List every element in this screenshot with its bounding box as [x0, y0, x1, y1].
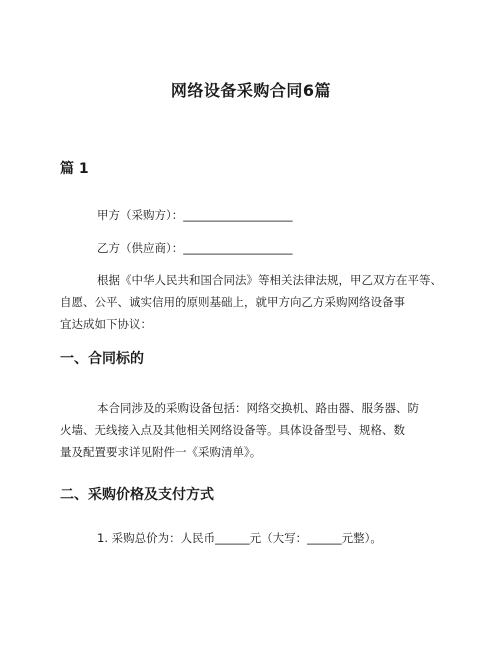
party-a-line: 甲方（采购方）：___________________ — [97, 208, 293, 222]
section-1-line-2: 火墙、无线接入点及其他相关网络设备等。具体设备型号、规格、数 — [60, 423, 405, 437]
preamble-line-3: 宜达成如下协议： — [60, 317, 152, 331]
chapter-heading: 篇 1 — [60, 161, 89, 177]
section-2-item-1: 1. 采购总价为：人民币______元（大写：______元整）。 — [97, 531, 382, 545]
preamble-line-1: 根据《中华人民共和国合同法》等相关法律法规，甲乙双方在平等、 — [97, 273, 442, 287]
section-1-line-3: 量及配置要求详见附件一《采购清单》。 — [60, 445, 262, 459]
section-2-heading: 二、采购价格及支付方式 — [60, 487, 214, 503]
section-1-heading: 一、合同标的 — [60, 351, 144, 367]
party-b-line: 乙方（供应商）：___________________ — [97, 241, 293, 255]
preamble-line-2: 自愿、公平、诚实信用的原则基础上，就甲方向乙方采购网络设备事 — [60, 295, 405, 309]
document-title: 网络设备采购合同6篇 — [170, 81, 332, 100]
section-1-line-1: 本合同涉及的采购设备包括：网络交换机、路由器、服务器、防 — [97, 401, 419, 415]
